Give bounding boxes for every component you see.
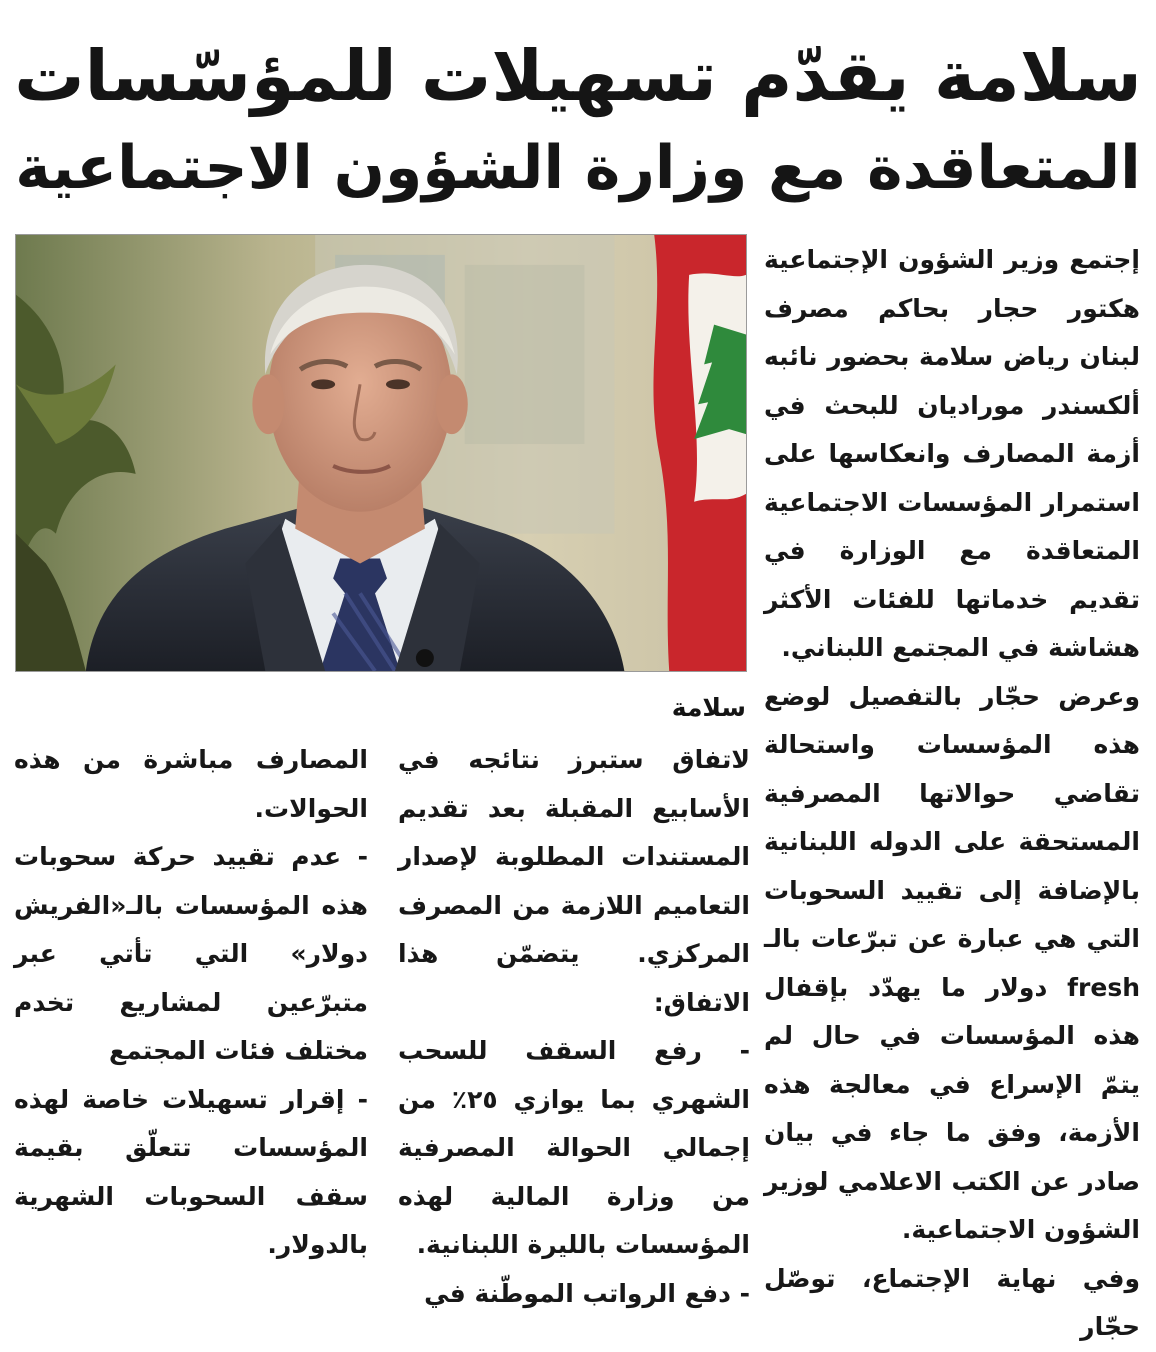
- paragraph: لاتفاق ستبرز نتائجه في الأسابيع المقبلة بعد تقديم المستندات المطلوبة لإصدار التعاميم اللازمة من المصرف المركزي. يتضمّن هذا الاتفاق:: [398, 745, 750, 1017]
- paragraph: إجتمع وزير الشؤون الإجتماعية هكتور حجار بحاكم مصرف لبنان رياض سلامة بحضور نائبه ألكسندر موراديان للبحث في أزمة المصارف وانعكاسها على استمرار المؤسسات الاجتماعية المتعاقدة مع الوزارة في تقديم خدماتها للفئات الأكثر هشاشة في المجتمع اللبناني.: [764, 245, 1140, 662]
- paragraph: المصارف مباشرة من هذه الحوالات.: [14, 745, 368, 823]
- paragraph: - دفع الرواتب الموطّنة في: [424, 1278, 750, 1308]
- headline: [14, 30, 1142, 214]
- photo-caption: سلامة: [671, 693, 746, 722]
- article-column-left: [14, 736, 368, 1270]
- paragraph: - عدم تقييد حركة سحوبات هذه المؤسسات بالـ«الفريش دولار» التي تأتي عبر متبرّعين لمشاريع تخدم مختلف فئات المجتمع: [14, 842, 368, 1065]
- headline-line-2: المتعاقدة مع وزارة الشؤون الاجتماعية: [15, 133, 1141, 203]
- paragraph: وفي نهاية الإجتماع، توصّل حجّار: [764, 1263, 1140, 1341]
- article-column-right: [764, 236, 1140, 1352]
- headline-line-1: سلامة يقدّم تسهيلات للمؤسّسات: [14, 35, 1142, 117]
- portrait-photo: [15, 234, 747, 672]
- paragraph: - إقرار تسهيلات خاصة لهذه المؤسسات تتعلّق بقيمة سقف السحوبات الشهرية بالدولار.: [14, 1084, 368, 1259]
- paragraph: - رفع السقف للسحب الشهري بما يوازي ٢٥٪ من إجمالي الحوالة المصرفية من وزارة المالية لهذه المؤسسات بالليرة اللبنانية.: [398, 1036, 750, 1259]
- paragraph: وعرض حجّار بالتفصيل لوضع هذه المؤسسات واستحالة تقاضي حوالاتها المصرفية المستحقة على الدوله اللبنانية بالإضافة إلى تقييد السحوبات التي هي عبارة عن تبرّعات بالـ fresh دولار ما يهدّد بإقفال هذه المؤسسات في حال لم يتمّ الإسراع في معالجة هذه الأزمة، وفق ما جاء في بيان صادر عن الكتب الاعلامي لوزير الشؤون الاجتماعية.: [764, 681, 1140, 1244]
- article-column-middle: [398, 736, 750, 1318]
